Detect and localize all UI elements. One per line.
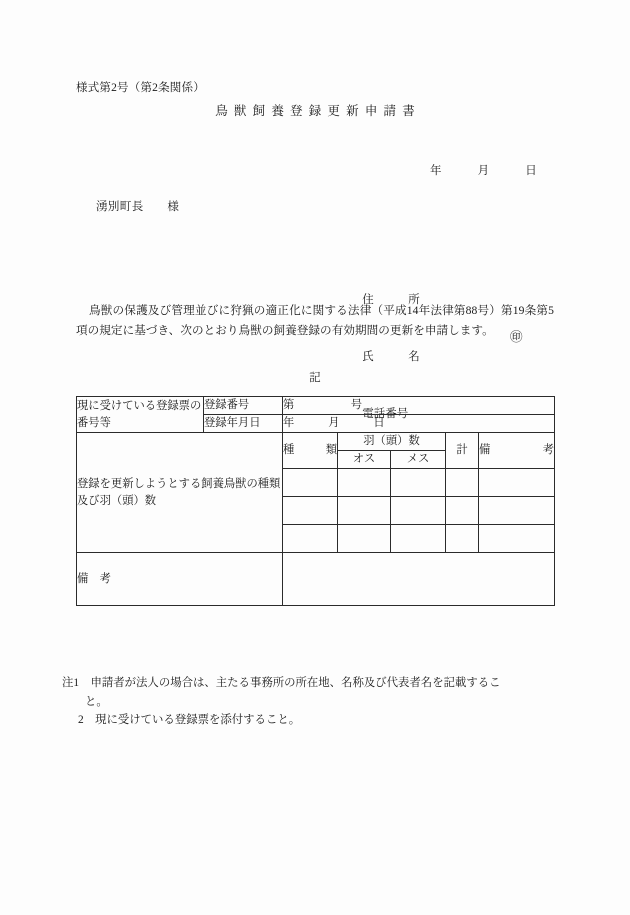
form-number: 様式第2号（第2条関係）	[76, 82, 205, 94]
remarks-cell[interactable]	[479, 469, 555, 497]
male-count-cell[interactable]	[338, 497, 391, 525]
existing-registration-label: 現に受けている登録票の番号等	[77, 397, 204, 433]
total-count-cell[interactable]	[446, 525, 479, 553]
date-line: 年 月 日	[430, 165, 538, 177]
species-cell[interactable]	[283, 525, 338, 553]
table-row	[77, 553, 555, 606]
seal-icon: ㊞	[510, 330, 523, 344]
female-count-cell[interactable]	[391, 525, 446, 553]
species-cell[interactable]	[283, 469, 338, 497]
header-remarks: 備 考	[479, 433, 555, 469]
body-paragraph: 鳥獣の保護及び管理並びに狩猟の適正化に関する法律（平成14年法律第88号）第19条第5項の規定に基づき、次のとおり鳥獣の飼養登録の有効期間の更新を申請します。	[76, 304, 554, 337]
note-1-line-2: と。	[85, 695, 108, 708]
final-remarks-value[interactable]	[283, 553, 555, 606]
female-count-cell[interactable]	[391, 497, 446, 525]
header-female: メス	[391, 451, 446, 469]
total-count-cell[interactable]	[446, 497, 479, 525]
name-label: 氏 名	[362, 351, 420, 363]
registration-date-label: 登録年月日	[204, 415, 283, 433]
addressee-line: 湧別町長 様	[96, 201, 180, 213]
note-1-line-1: 注1 申請者が法人の場合は、主たる事務所の所在地、名称及び代表者名を記載するこ	[62, 677, 501, 689]
applicant-address-row	[345, 272, 420, 306]
header-species: 種 類	[283, 433, 338, 469]
application-form-table	[76, 396, 555, 606]
header-count-group: 羽（頭）数	[338, 433, 446, 451]
remarks-cell[interactable]	[479, 497, 555, 525]
registration-number-label: 登録番号	[204, 397, 283, 415]
notes-section	[62, 674, 562, 730]
male-count-cell[interactable]	[338, 525, 391, 553]
registration-number-value[interactable]: 第 号	[283, 397, 555, 415]
note-2-line: 2 現に受けている登録票を添付すること。	[78, 714, 301, 726]
table-row	[77, 397, 555, 415]
total-count-cell[interactable]	[446, 469, 479, 497]
phone-label: 電話番号	[362, 408, 409, 420]
ki-marker: 記	[309, 372, 321, 384]
page-title: 鳥獣飼養登録更新申請書	[215, 104, 421, 118]
remarks-cell[interactable]	[479, 525, 555, 553]
header-total: 計	[446, 433, 479, 469]
header-male: オス	[338, 451, 391, 469]
final-remarks-label: 備 考	[77, 553, 283, 606]
species-cell[interactable]	[283, 497, 338, 525]
renewal-section-label: 登録を更新しようとする飼養鳥獣の種類及び羽（頭）数	[77, 433, 283, 553]
male-count-cell[interactable]	[338, 469, 391, 497]
female-count-cell[interactable]	[391, 469, 446, 497]
table-row	[77, 433, 555, 451]
address-label: 住 所	[362, 294, 420, 306]
registration-date-value[interactable]: 年 月 日	[283, 415, 555, 433]
